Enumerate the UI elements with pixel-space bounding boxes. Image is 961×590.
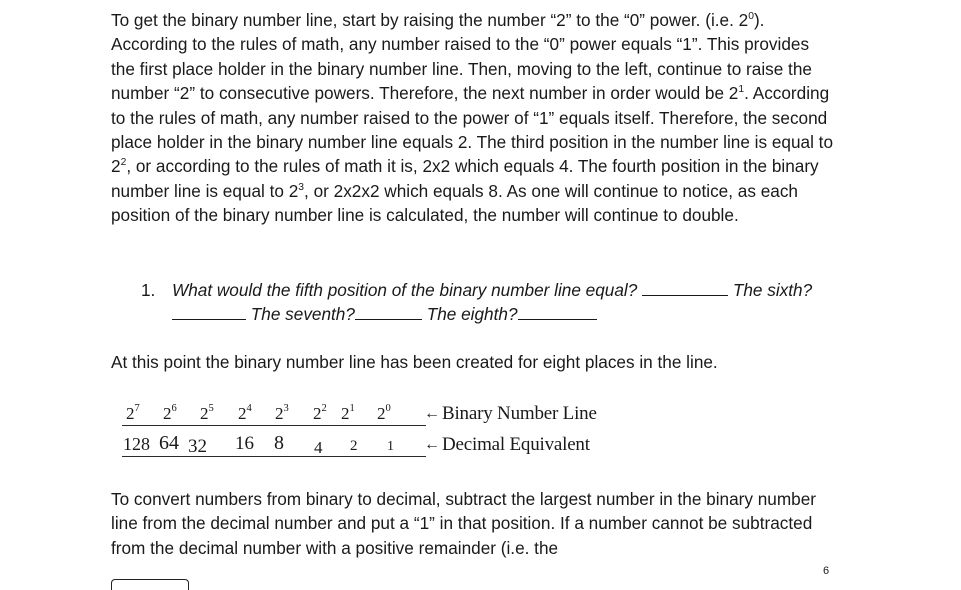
question-number: 1.	[141, 280, 156, 300]
intro-paragraph: To get the binary number line, start by raising the number “2” to the “0” power. (i.e. $2^0$). According to the rules of math, any number raised to the “0” power equals “1”. This provides the first place holder in the binary number line. Then, moving to the left, continue to raise the number “2” to consecutive powers. Therefore, the next number in order would be $2^1$. According to the rules of math, any number raised to the power of “1” equals itself. Therefore, the second place holder in the binary number line equals 2. The third position in the number line is equal to $2^2$, or according to the rules of math it is, 2x2 which equals 4. The fourth position in the binary number line is equal to $2^3$, or 2x2x2 which equals 8. As one will continue to notice, as each position of the binary number line is calculated, the number will continue to double.	[111, 10, 834, 226]
decimal-equivalent-row	[116, 431, 628, 459]
question-text-seventh: The seventh?	[250, 304, 355, 325]
binary-powers-row	[116, 400, 628, 428]
question-text-sixth: The sixth?	[732, 280, 813, 300]
conversion-paragraph: To convert numbers from binary to decimal, subtract the largest number in the binary number line from the decimal number and put a “1” in that position. If a number cannot be subtracted from the decimal number with a positive remainder (i.e. the	[111, 489, 817, 558]
decimal-cell: 64	[159, 432, 179, 454]
decimals-underline	[122, 456, 426, 457]
summary-paragraph: At this point the binary number line has been created for eight places in the line.	[111, 352, 718, 372]
decimal-cell: 1	[387, 439, 394, 454]
power-cell: $2^7$	[126, 403, 140, 423]
question-1	[141, 278, 821, 327]
power-cell: $2^5$	[200, 403, 214, 423]
answer-blank-eighth[interactable]	[518, 304, 597, 320]
decimal-cell: 32	[188, 436, 207, 457]
question-text-fifth: What would the fifth position of the binary number line equal?	[172, 280, 638, 300]
answer-blank-fifth[interactable]	[642, 280, 728, 296]
left-arrow-icon: ←	[424, 436, 440, 453]
power-cell: $2^6$	[163, 403, 177, 423]
binary-number-line-figure	[116, 400, 628, 462]
power-cell: $2^4$	[238, 403, 252, 423]
decimal-cell: 2	[350, 438, 358, 454]
question-text-eighth: The eighth?	[426, 304, 518, 325]
decimal-cell: 4	[314, 438, 323, 457]
power-cell: $2^3$	[275, 403, 289, 423]
page-number: 6	[823, 565, 830, 577]
answer-blank-sixth[interactable]	[172, 304, 246, 320]
decimal-cell: 8	[274, 432, 284, 454]
binary-number-line-label: Binary Number Line	[442, 403, 597, 424]
powers-underline	[122, 425, 426, 426]
decimal-cell: 128	[123, 434, 150, 454]
power-cell: $2^1$	[341, 403, 355, 423]
decimal-cell: 16	[235, 433, 254, 454]
decimal-equivalent-label: Decimal Equivalent	[442, 434, 590, 455]
left-arrow-icon: ←	[424, 405, 440, 422]
power-cell: $2^0$	[377, 403, 391, 423]
answer-blank-seventh[interactable]	[355, 304, 422, 320]
power-cell: $2^2$	[313, 403, 327, 423]
